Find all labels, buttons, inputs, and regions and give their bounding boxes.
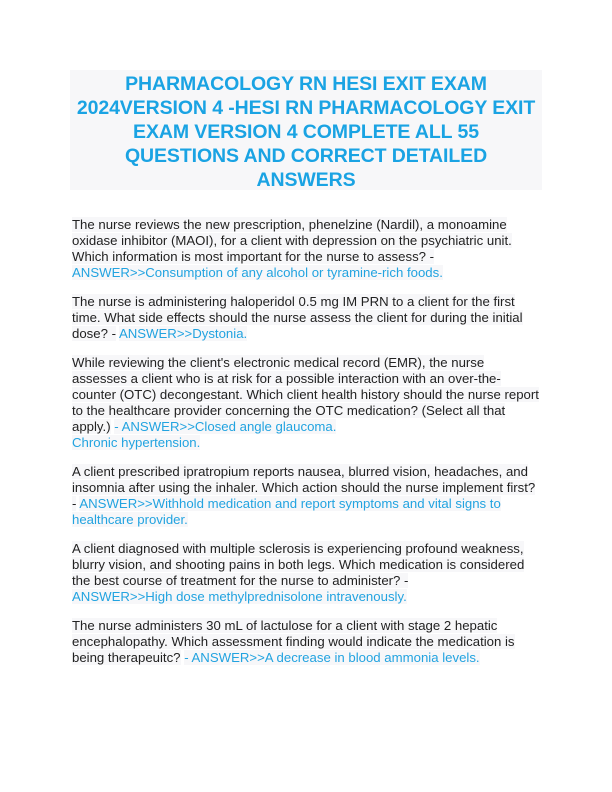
question-text: A client diagnosed with multiple sclerosis is experiencing profound weakness, blurry vision, and shooting pains in both legs. Which medication is considered the best course of treatment for the nurse to administer? - bbox=[72, 541, 525, 588]
question-item bbox=[72, 618, 542, 666]
answer-text: ANSWER>>High dose methylprednisolone intravenously. bbox=[72, 589, 407, 604]
question-item bbox=[72, 294, 542, 342]
question-item bbox=[72, 355, 542, 451]
document-title: PHARMACOLOGY RN HESI EXIT EXAM 2024VERSION 4 -HESI RN PHARMACOLOGY EXIT EXAM VERSION 4 COMPLETE ALL 55 QUESTIONS AND CORRECT DETAILED ANSWERS bbox=[76, 73, 536, 191]
question-text: While reviewing the client's electronic medical record (EMR), the nurse assesses a client who is at risk for a possible interaction with an over-the-counter (OTC) decongestant. Which client health history should the nurse report to the healthcare provider concerning the OTC medication? (Select all that apply.) bbox=[72, 355, 539, 434]
answer-text: ANSWER>>Dystonia. bbox=[118, 326, 248, 341]
answer-extra-text: Chronic hypertension. bbox=[72, 435, 201, 450]
answer-text: - ANSWER>>Closed angle glaucoma. bbox=[114, 419, 337, 434]
question-list bbox=[72, 217, 542, 679]
question-text: The nurse reviews the new prescription, phenelzine (Nardil), a monoamine oxidase inhibitor (MAOI), for a client with depression on the psychiatric unit. Which information is most important for the nurse to assess? - bbox=[72, 217, 512, 264]
question-text: The nurse is administering haloperidol 0.5 mg IM PRN to a client for the first time. What side effects should the nurse assess the client for during the initial dose? - bbox=[72, 294, 523, 341]
question-text: The nurse administers 30 mL of lactulose for a client with stage 2 hepatic encephalopathy. Which assessment finding would indicate the medication is being therapeuitc? bbox=[72, 618, 515, 665]
question-item bbox=[72, 541, 542, 605]
question-item bbox=[72, 217, 542, 281]
answer-text: ANSWER>>Withhold medication and report symptoms and vital signs to healthcare provider. bbox=[72, 496, 501, 527]
answer-text: - ANSWER>>A decrease in blood ammonia levels. bbox=[184, 650, 480, 665]
question-text: A client prescribed ipratropium reports nausea, blurred vision, headaches, and insomnia after using the inhaler. Which action should the nurse implement first? - bbox=[72, 464, 536, 511]
title-box bbox=[70, 70, 542, 190]
question-item bbox=[72, 464, 542, 528]
answer-text: ANSWER>>Consumption of any alcohol or tyramine-rich foods. bbox=[72, 265, 443, 280]
